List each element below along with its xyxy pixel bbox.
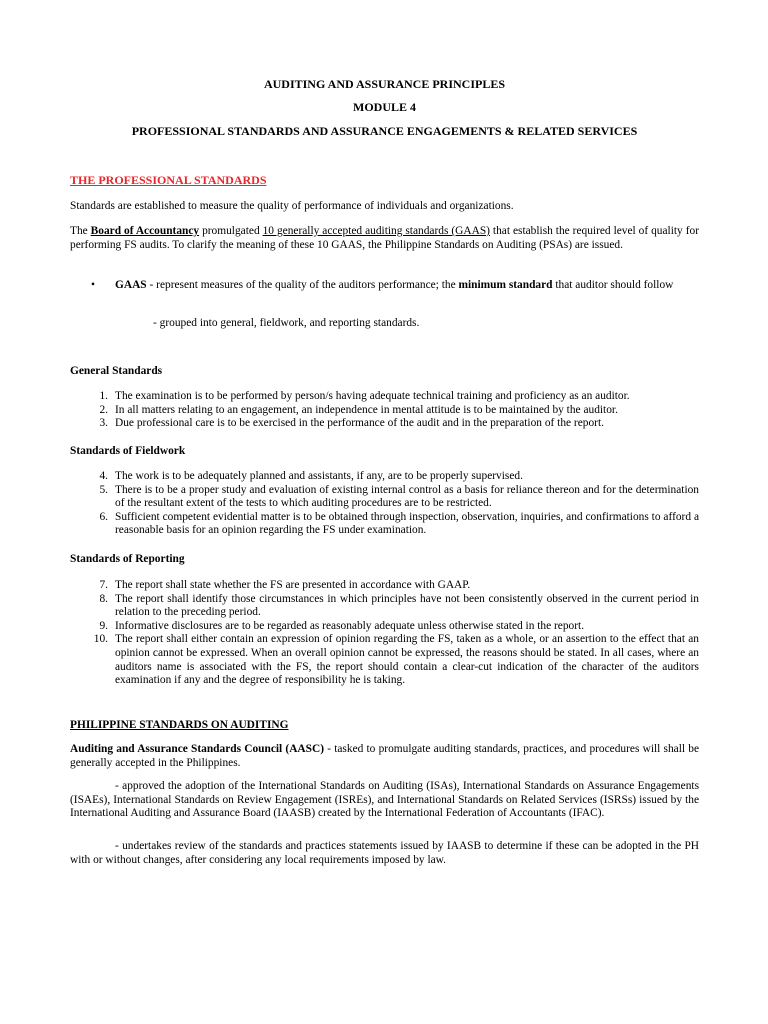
list-item: 7. The report shall state whether the FS are presented in accordance with GAAP. <box>99 579 471 591</box>
list-item: 6. Sufficient competent evidential matter is to be obtained through inspection, observation, inquiries, and confirmations to afford a reasonable basis for an opinion regarding the FS under examination. <box>99 510 699 537</box>
module-title: PROFESSIONAL STANDARDS AND ASSURANCE ENGAGEMENTS & RELATED SERVICES <box>131 124 638 138</box>
list-item: 9. Informative disclosures are to be regarded as reasonably adequate unless otherwise stated in the report. <box>99 619 585 632</box>
reporting-standards-heading: Standards of Reporting <box>70 553 185 565</box>
board-paragraph: The Board of Accountancy promulgated 10 generally accepted auditing standards (GAAS) that establish the required level of quality for performing FS audits. To clarify the meaning of these 10 GAAS, the Philippine Standards on Auditing (PSAs) are issued. <box>70 225 699 251</box>
aasc-review-paragraph: - undertakes review of the standards and practices statements issued by IAASB to determine if these can be adopted in the PH with or without changes, after considering any local requirements imposed by law. <box>70 840 699 866</box>
general-standards-list <box>70 390 699 431</box>
fieldwork-standards-heading: Standards of Fieldwork <box>70 445 186 457</box>
bullet-glyph: • <box>91 279 95 291</box>
list-item: 3. Due professional care is to be exercised in the performance of the audit and in the preparation of the report. <box>99 417 604 430</box>
aasc-adoption-paragraph: - approved the adoption of the International Standards on Auditing (ISAs), International Standards on Assurance Engagements (ISAEs), International Standards on Review Engagement (ISREs), and International Standards on Related Services (ISRSs) issued by the International Auditing and Assurance Board (IAASB) created by the International Federation of Accountants (IFAC). <box>70 780 699 820</box>
list-item: 8. The report shall identify those circumstances in which principles have not been consistently observed in the current period in relation to the preceding period. <box>99 592 699 619</box>
fieldwork-standards-list <box>70 470 699 538</box>
gaas-sub-note: - grouped into general, fieldwork, and reporting standards. <box>153 317 420 329</box>
gaas-bullet <box>70 279 699 309</box>
course-title: AUDITING AND ASSURANCE PRINCIPLES <box>263 77 506 91</box>
module-number: MODULE 4 <box>353 100 416 114</box>
intro-paragraph: Standards are established to measure the quality of performance of individuals and organizations. <box>70 200 514 212</box>
list-item: 10. The report shall either contain an expression of opinion regarding the FS, taken as a whole, or an assertion to the effect that an opinion cannot be expressed. When an overall opinion cannot be expressed, the reasons should be stated. In all cases, where an auditors name is associated with the FS, the report should contain a clear-cut indication of the character of the auditors examination if any and the degree of responsibility he is taking. <box>93 633 699 687</box>
list-item: 2. In all matters relating to an engagement, an independence in mental attitude is to be maintained by the auditor. <box>99 403 618 416</box>
list-item: 5. There is to be a proper study and evaluation of existing internal control as a basis for reliance thereon and for the determination of the resultant extent of the tests to which auditing procedures are to be restricted. <box>99 483 699 510</box>
gaas-definition: GAAS - represent measures of the quality of the auditors performance; the minimum standard that auditor should follow <box>115 279 674 291</box>
aasc-paragraph: Auditing and Assurance Standards Council (AASC) - tasked to promulgate auditing standards, practices, and procedures will shall be generally accepted in the Philippines. <box>70 743 700 769</box>
list-item: 1. The examination is to be performed by person/s having adequate technical training and proficiency as an auditor. <box>99 390 630 402</box>
reporting-standards-list <box>70 579 699 688</box>
psa-heading: PHILIPPINE STANDARDS ON AUDITING <box>70 719 289 731</box>
list-item: 4. The work is to be adequately planned and assistants, if any, are to be properly supervised. <box>99 470 523 482</box>
general-standards-heading: General Standards <box>70 365 163 377</box>
section-heading-professional-standards: THE PROFESSIONAL STANDARDS <box>70 173 267 187</box>
